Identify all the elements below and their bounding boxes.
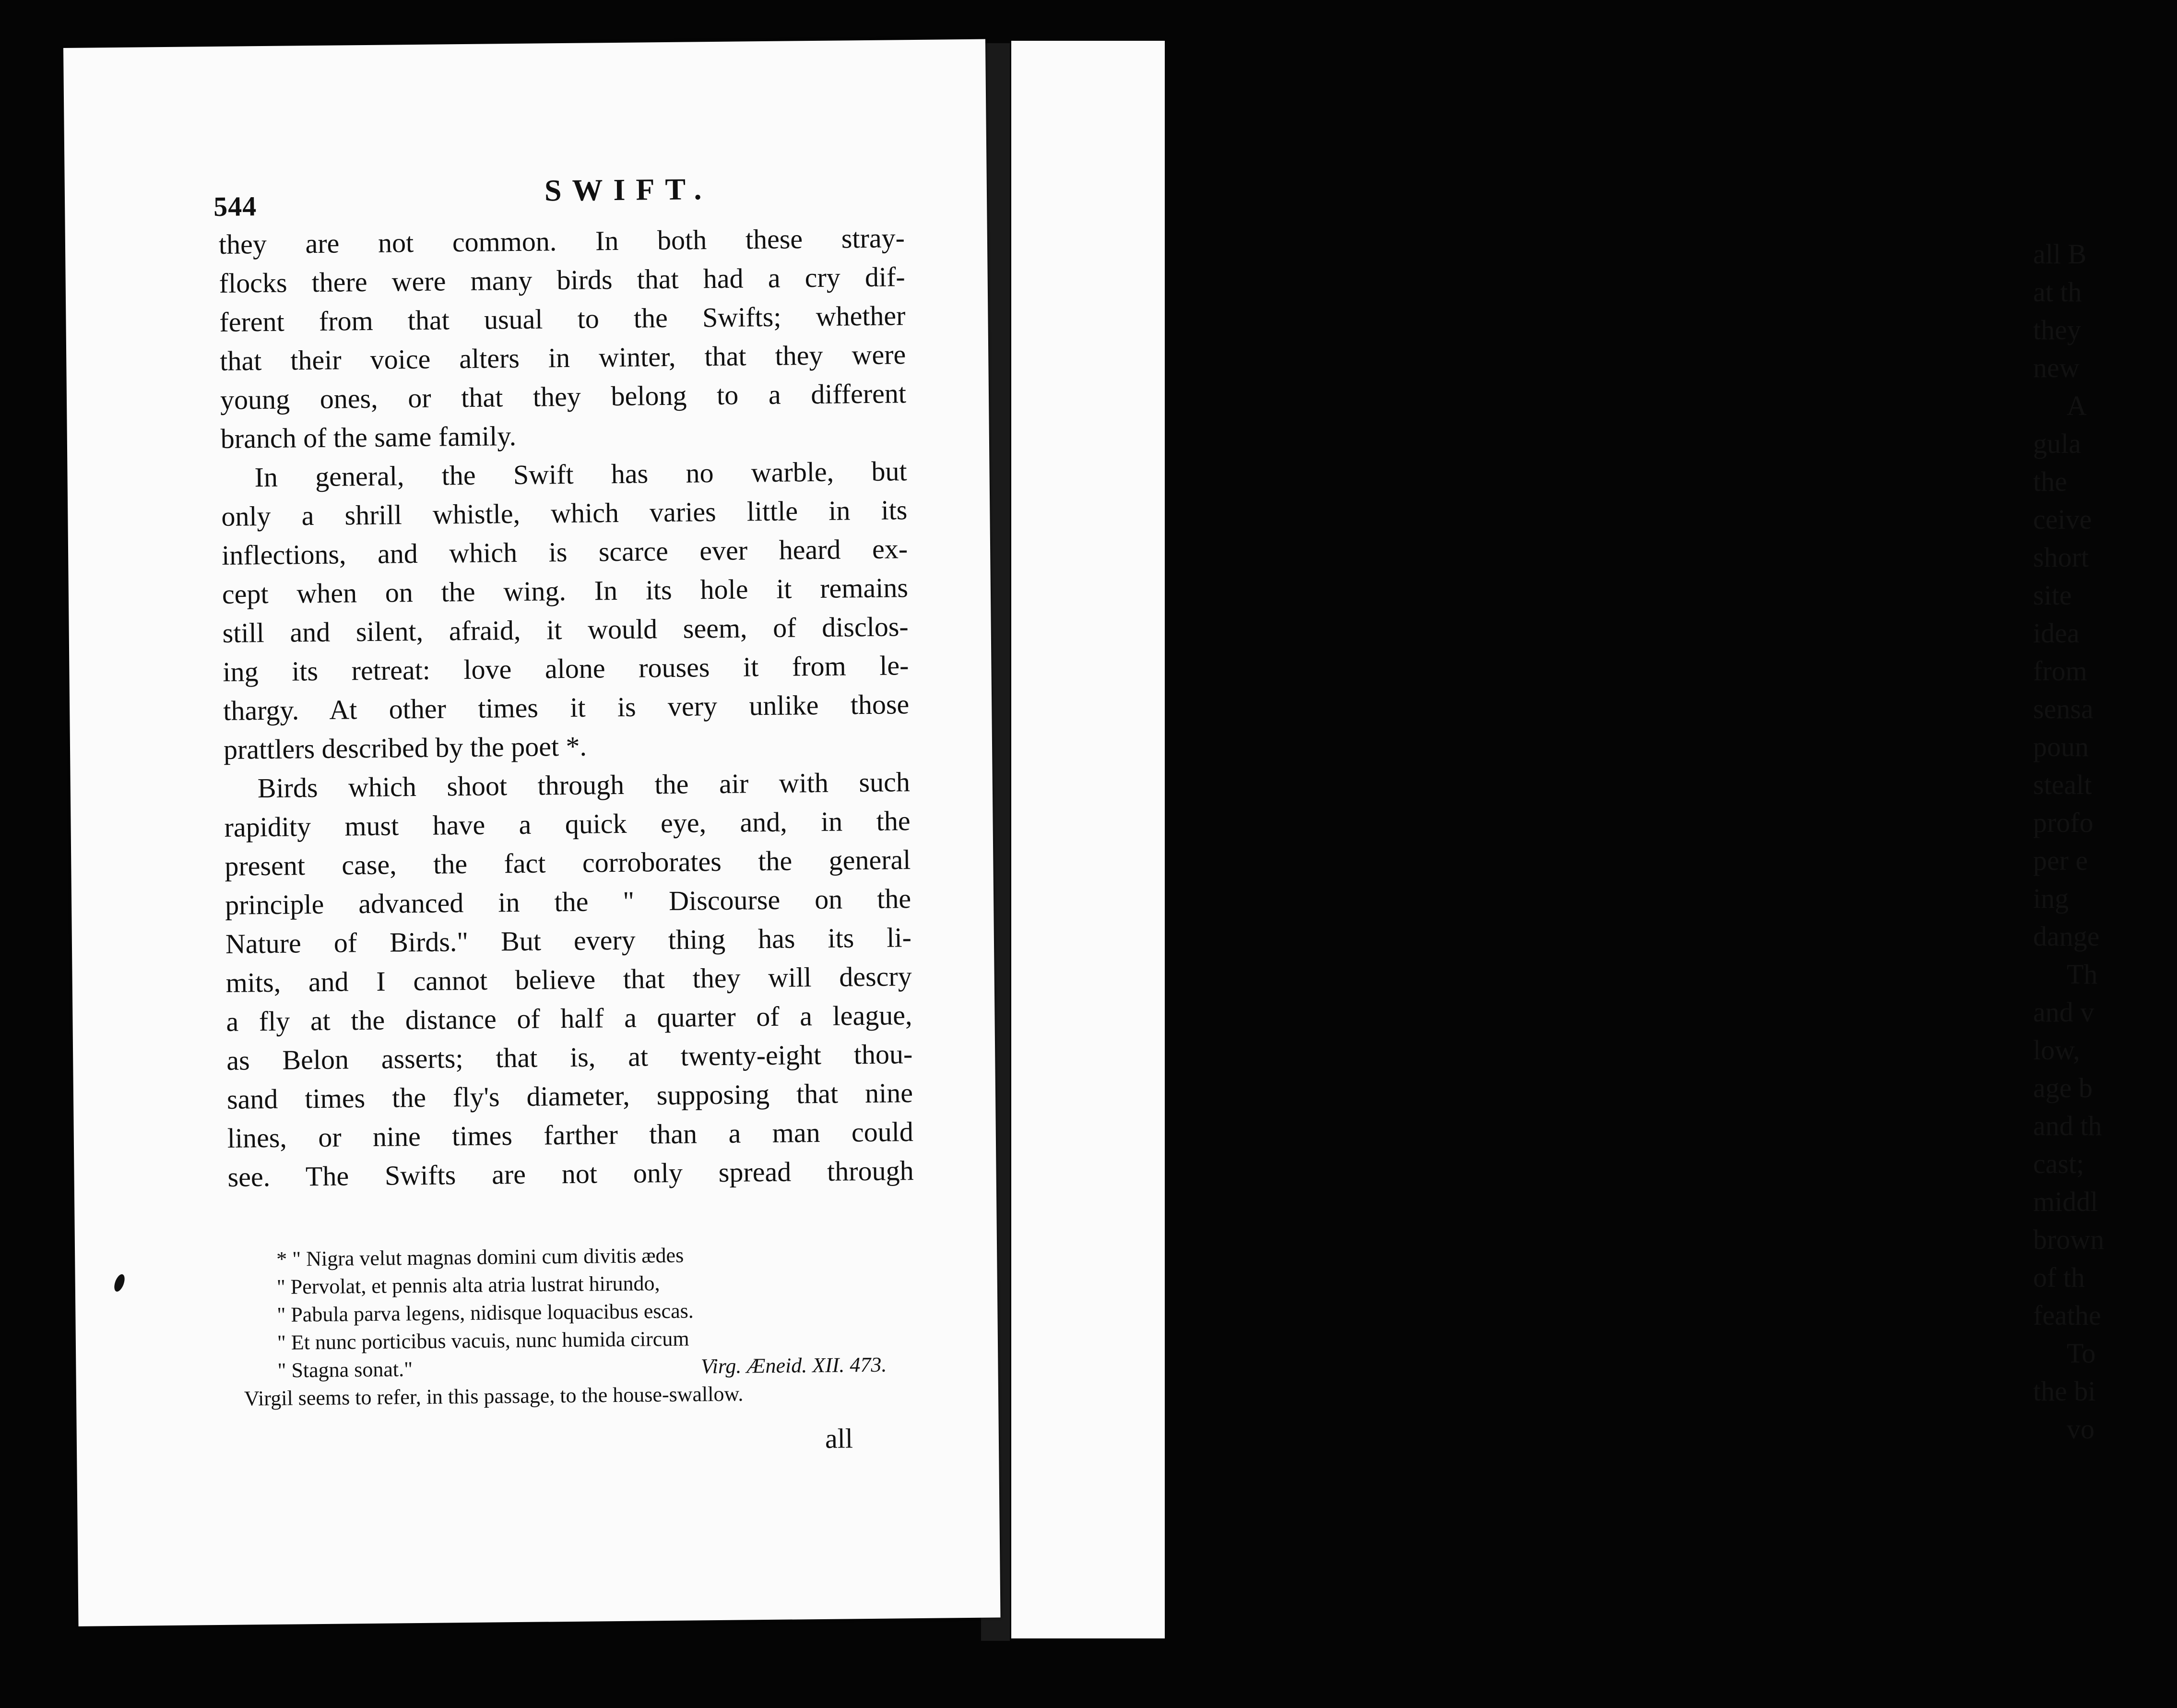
right-line: age b	[2033, 1072, 2093, 1103]
right-line: and th	[2033, 1110, 2102, 1141]
right-line: all B	[2033, 238, 2087, 270]
right-line: poun	[2033, 731, 2089, 762]
right-line: ing	[2033, 883, 2069, 914]
text-line: inflections, and which is scarce ever heard ex-	[221, 533, 908, 571]
right-line: of th	[2033, 1262, 2085, 1293]
right-line: at th	[2033, 276, 2082, 308]
text-line: ing its retreat: love alone rouses it from le-	[223, 650, 909, 688]
text-line: that their voice alters in winter, that they were	[219, 339, 906, 377]
text-line: as Belon asserts; that is, at twenty-eight thou-	[226, 1038, 913, 1076]
text-line: mits, and I cannot believe that they will descry	[225, 961, 912, 998]
text-line: ferent from that usual to the Swifts; whether	[219, 300, 906, 338]
footnote-line-text: " Stagna sonat."	[277, 1357, 413, 1382]
right-line: feathe	[2033, 1300, 2101, 1331]
footnote-line: " Et nunc porticibus vacuis, nunc humida circum	[277, 1327, 689, 1354]
text-line: lines, or nine times farther than a man could	[227, 1116, 914, 1154]
text-line: still and silent, afraid, it would seem, of disclos-	[222, 611, 909, 649]
right-line: brown	[2033, 1224, 2105, 1255]
footnote-line: " Pabula parva legens, nidisque loquacibus escas.	[277, 1299, 694, 1327]
running-head	[213, 159, 981, 223]
right-line: ceive	[2033, 504, 2092, 535]
text-line: principle advanced in the " Discourse on the	[225, 883, 911, 921]
text-line: they are not common. In both these stray-	[218, 222, 905, 260]
text-line: cept when on the wing. In its hole it remains	[222, 572, 909, 610]
text-line: thargy. At other times it is very unlike those	[223, 688, 910, 726]
right-line: stealt	[2033, 769, 2092, 800]
right-line: short	[2033, 542, 2089, 573]
page-number: 544	[213, 190, 257, 223]
text-line: only a shrill whistle, which varies little in its	[221, 494, 908, 532]
right-line: cast;	[2033, 1148, 2084, 1179]
text-line: a fly at the distance of half a quarter of a league,	[226, 999, 912, 1037]
catchword: all	[825, 1423, 853, 1454]
right-line: from	[2033, 655, 2087, 687]
right-line: idea	[2033, 617, 2080, 649]
page-content	[63, 39, 1000, 1626]
text-line: sand times the fly's diameter, supposing that nine	[226, 1077, 913, 1115]
right-line: per e	[2033, 845, 2088, 876]
footnote-line: " Pervolat, et pennis alta atria lustrat hirundo,	[276, 1271, 660, 1299]
text-line: branch of the same family.	[220, 420, 517, 454]
text-line: young ones, or that they belong to a different	[220, 378, 907, 415]
right-line: gula	[2033, 428, 2081, 459]
right-line: the	[2033, 466, 2067, 497]
right-line: sensa	[2033, 693, 2094, 724]
right-line: low,	[2033, 1034, 2080, 1066]
text-line: present case, the fact corroborates the general	[225, 844, 911, 882]
footnote-citation: Virg. Æneid. XII. 473.	[700, 1352, 887, 1378]
footnote-note: Virgil seems to refer, in this passage, to the house-swallow.	[244, 1382, 744, 1411]
left-page	[63, 39, 1000, 1626]
right-line: and v	[2033, 996, 2094, 1028]
footnote	[243, 1239, 930, 1413]
right-line: dange	[2033, 921, 2100, 952]
footnote-line: * " Nigra velut magnas domini cum divitis ædes	[276, 1243, 684, 1271]
page-title: SWIFT.	[544, 172, 712, 208]
right-line: they	[2033, 314, 2081, 345]
text-line: rapidity must have a quick eye, and, in the	[224, 805, 911, 843]
text-line: see. The Swifts are not only spread through	[227, 1155, 914, 1193]
text-line: flocks there were many birds that had a cry dif-	[219, 261, 905, 299]
right-page-text	[2033, 235, 2177, 1448]
right-page	[1011, 41, 2105, 1638]
text-line: prattlers described by the poet *.	[223, 730, 587, 765]
right-line: A	[2067, 390, 2087, 421]
right-line: To	[2067, 1338, 2096, 1369]
text-line: Nature of Birds." But every thing has its li-	[225, 922, 912, 960]
body-text	[219, 218, 914, 1197]
right-line: new	[2033, 352, 2080, 383]
right-line: middl	[2033, 1186, 2098, 1217]
right-line: the bi	[2033, 1376, 2096, 1407]
right-line: Th	[2067, 959, 2098, 990]
right-line: profo	[2033, 807, 2094, 838]
text-line: In general, the Swift has no warble, but	[254, 455, 907, 493]
text-line: Birds which shoot through the air with such	[257, 766, 911, 804]
right-line: site	[2033, 580, 2072, 611]
right-line: vo	[2067, 1413, 2094, 1445]
